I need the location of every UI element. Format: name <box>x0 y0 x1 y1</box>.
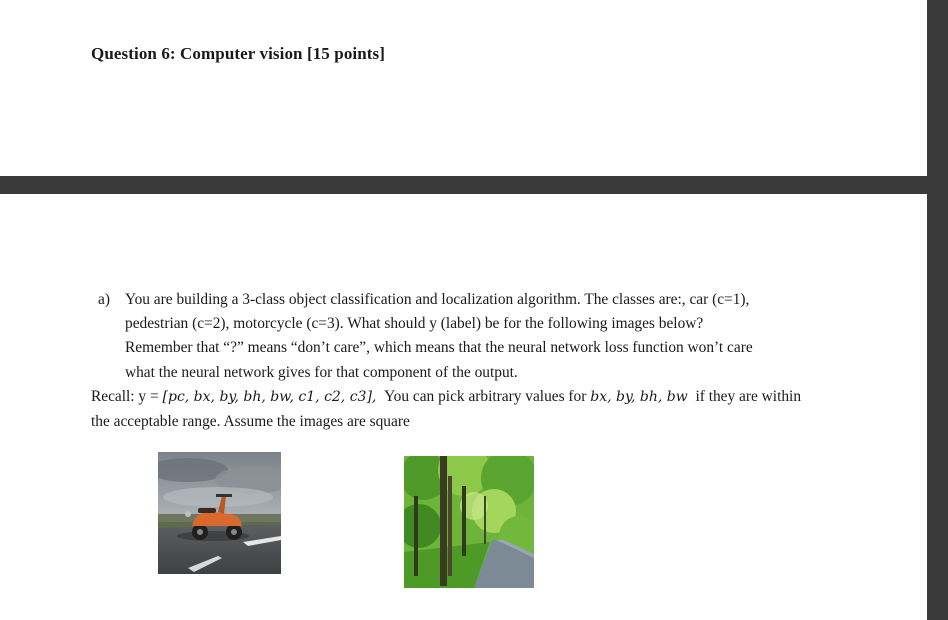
question-title: Question 6: Computer vision [15 points] <box>91 44 386 63</box>
part-a-line-4: what the neural network gives for that component of the output. <box>125 364 518 381</box>
motorcycle-photo <box>158 452 281 574</box>
page-2 <box>0 194 927 620</box>
recall-middle: You can pick arbitrary values for <box>384 388 587 405</box>
forest-road-photo <box>404 456 534 588</box>
recall-vector: [pc, bx, by, bh, bw, c1, c2, c3], <box>162 389 377 405</box>
recall-bvars: bx, by, bh, bw <box>590 389 688 405</box>
right-scroll-gutter <box>927 0 948 620</box>
page-1 <box>0 0 927 176</box>
recall-prefix: Recall: y = <box>91 388 163 405</box>
part-a-label: a) <box>98 291 110 308</box>
recall-line-2: the acceptable range. Assume the images are square <box>91 413 410 430</box>
part-a-line-1: You are building a 3-class object classification and localization algorithm. The classes are:, car (c=1), <box>125 291 750 308</box>
recall-line-1 <box>91 385 801 409</box>
recall-suffix: if they are within <box>695 388 802 405</box>
motorcycle-photo-graphic <box>158 452 281 574</box>
part-a-line-2: pedestrian (c=2), motorcycle (c=3). What should y (label) be for the following images below? <box>125 315 704 332</box>
forest-road-photo-graphic <box>404 456 534 588</box>
part-a-line-3: Remember that “?” means “don’t care”, which means that the neural network loss function won’t care <box>125 339 753 356</box>
